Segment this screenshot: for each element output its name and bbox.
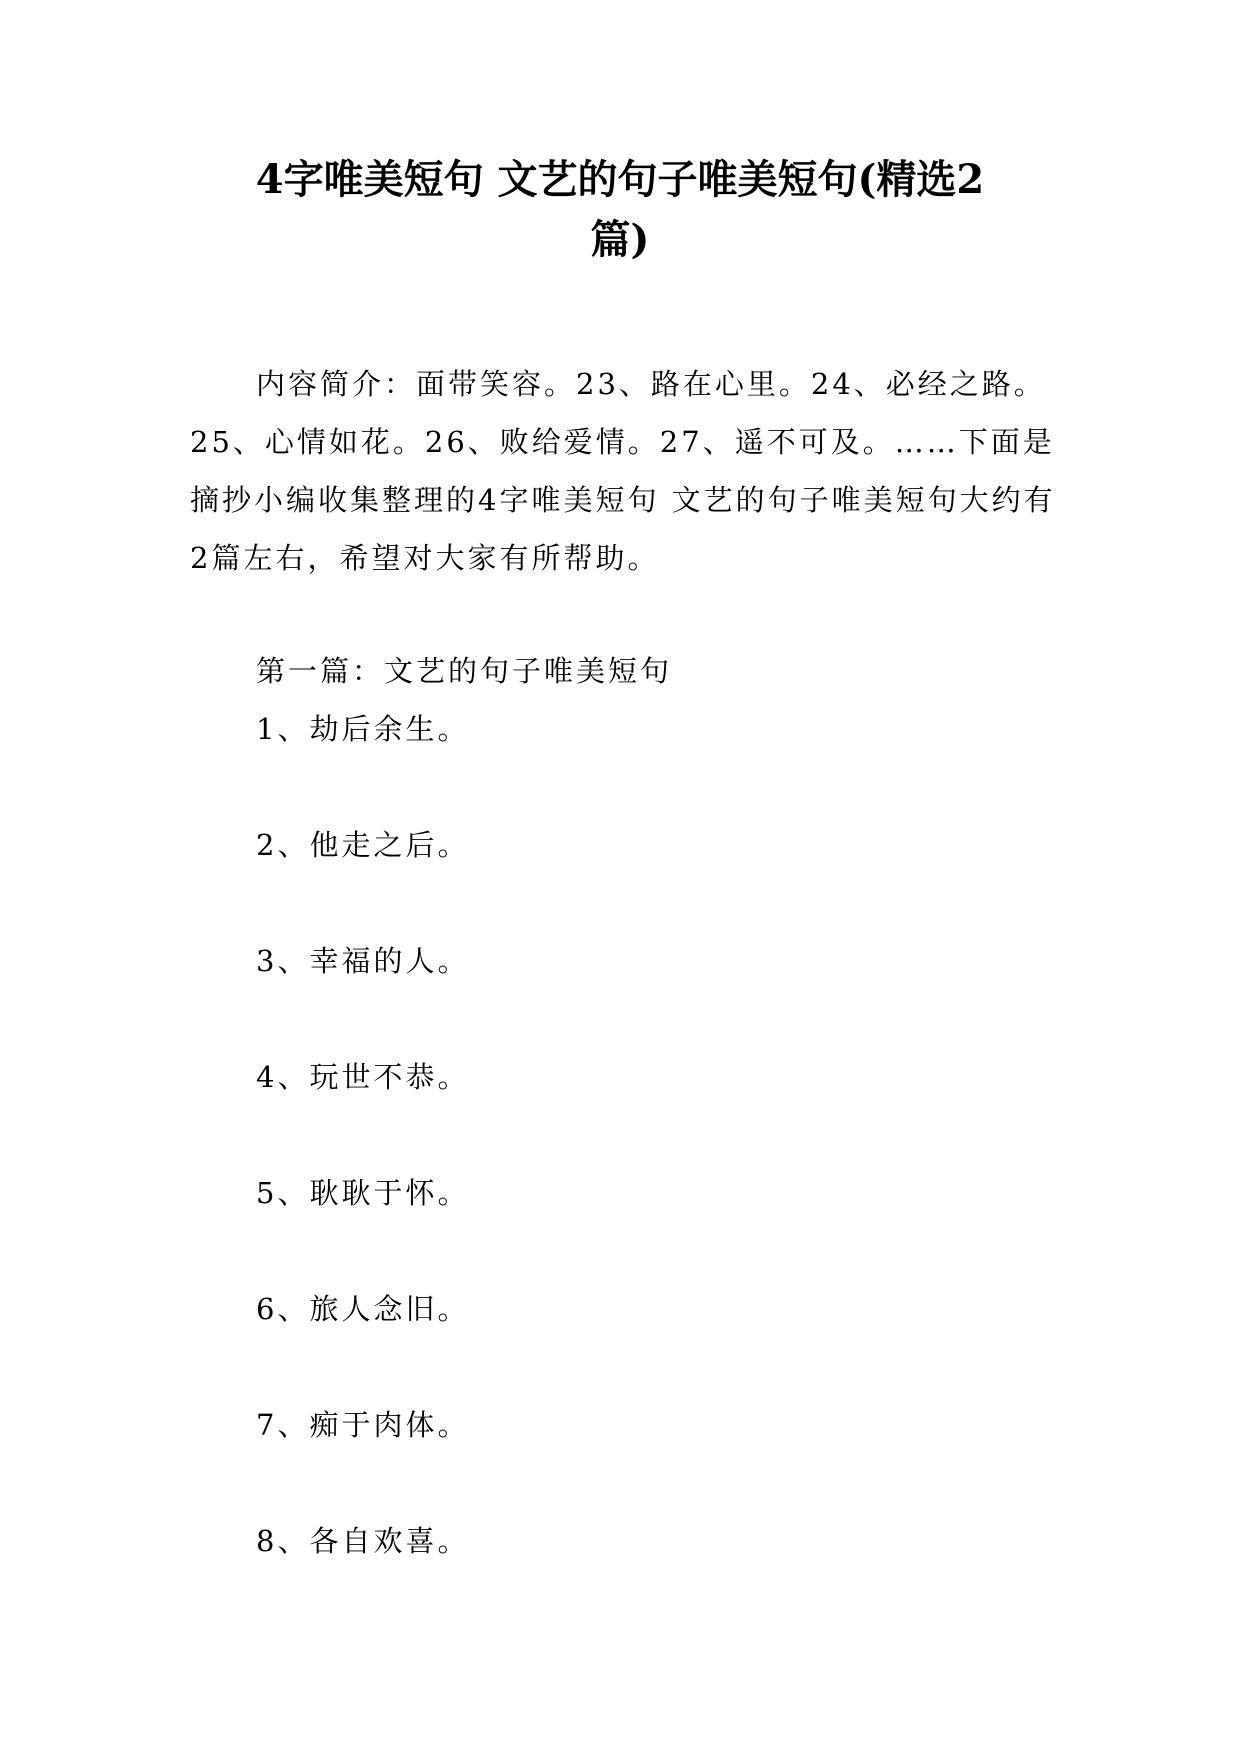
section-heading: 第一篇：文艺的句子唯美短句 bbox=[256, 654, 673, 688]
sentence-list bbox=[256, 700, 469, 1628]
list-item: 6、旅人念旧。 bbox=[256, 1292, 470, 1326]
list-item: 2、他走之后。 bbox=[256, 828, 470, 862]
document-title bbox=[190, 150, 1050, 270]
list-item: 1、劫后余生。 bbox=[256, 712, 470, 746]
list-item: 8、各自欢喜。 bbox=[256, 1524, 470, 1558]
list-item: 5、耿耿于怀。 bbox=[256, 1176, 470, 1210]
list-item: 3、幸福的人。 bbox=[256, 944, 470, 978]
title-line-1: 4字唯美短句 文艺的句子唯美短句(精选2 bbox=[255, 156, 985, 203]
title-line-2: 篇) bbox=[590, 216, 650, 263]
intro-paragraph: 内容简介：面带笑容。23、路在心里。24、必经之路。25、心情如花。26、败给爱情。27、遥不可及。……下面是摘抄小编收集整理的4字唯美短句 文艺的句子唯美短句大约有2篇左右，希望对大家有所帮助。 bbox=[190, 367, 1056, 575]
list-item: 4、玩世不恭。 bbox=[256, 1060, 470, 1094]
list-item: 7、痴于肉体。 bbox=[256, 1408, 470, 1442]
